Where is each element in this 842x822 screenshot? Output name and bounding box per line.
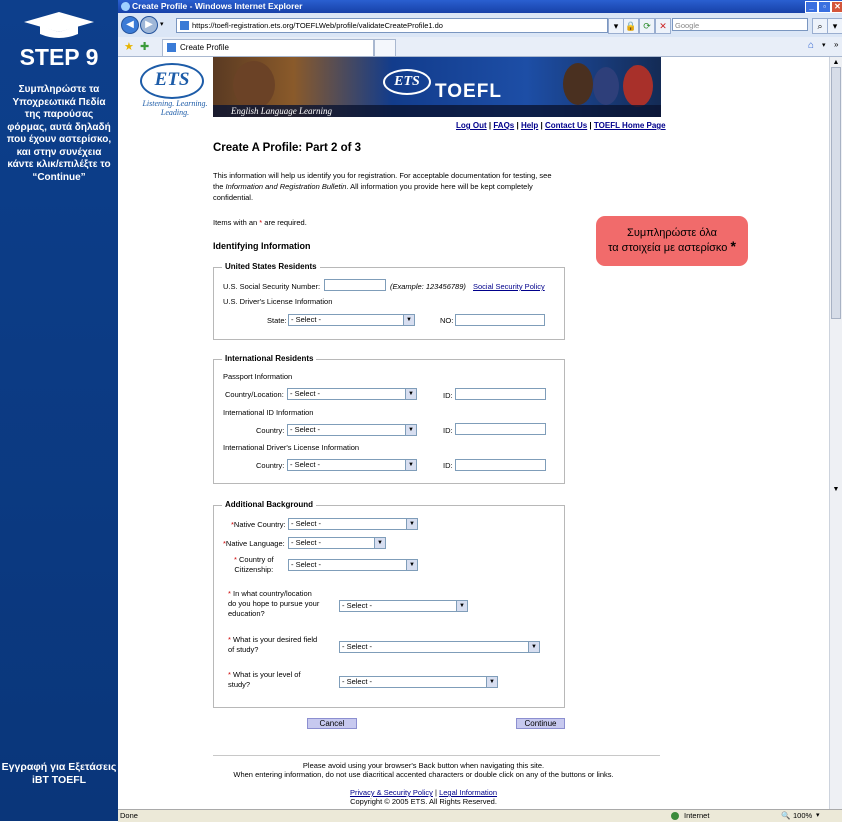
forward-button[interactable]: ▶ bbox=[140, 16, 158, 34]
ssn-input[interactable] bbox=[324, 279, 386, 291]
zoom-level[interactable]: 100% bbox=[793, 811, 813, 820]
intl-dl-country-select[interactable] bbox=[287, 459, 417, 471]
ie-icon bbox=[121, 2, 130, 11]
logout-link[interactable]: Log Out bbox=[456, 121, 487, 130]
new-tab-button[interactable] bbox=[374, 39, 396, 56]
passport-country-select[interactable] bbox=[287, 388, 417, 400]
stop-button[interactable]: ✕ bbox=[655, 18, 671, 34]
required-asterisk: * bbox=[223, 539, 226, 548]
step-title: STEP 9 bbox=[19, 44, 99, 70]
copyright: Copyright © 2005 ETS. All Rights Reserved. bbox=[350, 797, 497, 806]
tab-favicon-icon bbox=[167, 43, 176, 52]
add-favorite-icon[interactable]: ✚ bbox=[140, 41, 150, 53]
callout-line: Συμπληρώστε όλα bbox=[627, 227, 717, 239]
guide-footer: Εγγραφή για Εξετάσεις iBT TOEFL bbox=[1, 761, 117, 786]
required-asterisk: * bbox=[259, 218, 263, 227]
contact-link[interactable]: Contact Us bbox=[544, 121, 588, 130]
chevron-down-icon: ▼ bbox=[406, 519, 417, 529]
banner-ets-logo: ETS bbox=[383, 69, 431, 95]
select-value: - Select - bbox=[342, 601, 373, 610]
toefl-home-link[interactable]: TOEFL Home Page bbox=[593, 121, 666, 130]
lock-icon[interactable]: 🔒 bbox=[623, 18, 639, 34]
internet-zone-icon bbox=[671, 812, 679, 820]
callout-text: τα στοιχεία με αστερίσκο bbox=[608, 242, 728, 254]
footer-links bbox=[68, 788, 779, 797]
required-fields-callout bbox=[596, 216, 748, 266]
level-of-study-select[interactable] bbox=[339, 676, 498, 688]
passport-country-label: Country/Location: bbox=[225, 390, 284, 399]
callout-line bbox=[596, 240, 748, 255]
required-asterisk: * bbox=[228, 589, 231, 598]
chevron-down-icon: ▼ bbox=[486, 677, 497, 687]
scroll-thumb[interactable] bbox=[831, 67, 841, 319]
select-value: - Select - bbox=[291, 538, 322, 547]
tab-bar bbox=[118, 37, 842, 57]
required-note-text: are required. bbox=[262, 218, 307, 227]
section-heading: Identifying Information bbox=[213, 241, 311, 251]
scroll-up-icon[interactable]: ▲ bbox=[832, 59, 840, 66]
privacy-link[interactable]: Privacy & Security Policy bbox=[349, 788, 433, 797]
level-of-study-label bbox=[228, 670, 301, 690]
label-text: In what country/location bbox=[233, 589, 312, 598]
intro-part: the bbox=[213, 182, 226, 191]
required-note-text: Items with an bbox=[213, 218, 260, 227]
native-country-select[interactable] bbox=[288, 518, 418, 530]
chevron-down-icon: ▼ bbox=[406, 560, 417, 570]
history-dropdown-icon[interactable]: ▾ bbox=[160, 21, 164, 28]
label-text: What is your desired field bbox=[233, 635, 318, 644]
label-text: study? bbox=[228, 680, 251, 689]
footer-warning: When entering information, do not use diacritical accented characters or double click on any of the buttons or links. bbox=[233, 770, 614, 779]
guide-panel bbox=[0, 0, 118, 821]
passport-id-label: ID: bbox=[443, 391, 453, 400]
window-title: Create Profile - Windows Internet Explorer bbox=[132, 1, 303, 11]
student-photo bbox=[623, 65, 653, 107]
intl-dl-id-label: ID: bbox=[443, 461, 453, 470]
student-photo bbox=[233, 61, 275, 109]
group-legend: United States Residents bbox=[222, 262, 320, 271]
banner-subtitle: English Language Learning bbox=[213, 105, 661, 117]
intl-id-country-label: Country: bbox=[256, 426, 285, 435]
minimize-button[interactable]: _ bbox=[805, 1, 818, 13]
intro-line bbox=[213, 181, 573, 192]
zoom-dropdown-icon[interactable]: ▾ bbox=[816, 812, 820, 819]
footer-divider bbox=[213, 755, 660, 756]
required-asterisk: * bbox=[228, 635, 231, 644]
label-text: do you hope to pursue your bbox=[228, 599, 320, 608]
step-instructions: Συμπληρώστε τα Υποχρεωτικά Πεδία της παρούσας φόρμας, αυτά δηλαδή που έχουν αστερίσκο, και στην συνέχεια κάντε κλικ/επιλέξτε το “Continue” bbox=[6, 84, 112, 183]
select-value: - Select - bbox=[290, 425, 321, 434]
passport-label: Passport Information bbox=[223, 372, 293, 381]
status-text: Done bbox=[120, 811, 138, 820]
help-link[interactable]: Help bbox=[520, 121, 539, 130]
international-residents-group bbox=[213, 354, 565, 484]
select-value: - Select - bbox=[291, 315, 322, 324]
toolbar-overflow-icon[interactable]: » bbox=[834, 40, 839, 49]
pursue-country-select[interactable] bbox=[339, 600, 468, 612]
intl-id-label: International ID Information bbox=[223, 408, 314, 417]
group-legend: Additional Background bbox=[222, 500, 316, 509]
pursue-country-label bbox=[228, 589, 319, 619]
maximize-button[interactable]: ▫ bbox=[818, 1, 831, 13]
top-links: Log Out | FAQs | Help | Contact Us | TOEFL Home Page bbox=[456, 121, 666, 130]
legal-link[interactable]: Legal Information bbox=[439, 788, 498, 797]
select-value: - Select - bbox=[342, 677, 373, 686]
search-input[interactable]: Google bbox=[672, 18, 808, 31]
page-title: Create A Profile: Part 2 of 3 bbox=[213, 142, 362, 154]
scroll-down-icon[interactable]: ▼ bbox=[832, 486, 840, 493]
footer-warning: Please avoid using your browser's Back button when navigating this site. bbox=[302, 761, 545, 770]
address-toolbar bbox=[118, 13, 842, 38]
intl-dl-input[interactable] bbox=[455, 459, 546, 471]
chevron-down-icon: ▼ bbox=[528, 642, 539, 652]
label-text: Country of bbox=[239, 555, 274, 564]
window-titlebar bbox=[118, 0, 842, 13]
toefl-banner bbox=[213, 57, 661, 117]
required-note bbox=[213, 217, 573, 228]
student-photo bbox=[563, 63, 593, 105]
status-bar bbox=[118, 809, 842, 822]
address-value: https://toefl-registration.ets.org/TOEFLWeb/profile/validateCreateProfile1.do bbox=[192, 21, 443, 30]
intro-line: This information will help us identify you for registration. For acceptable documentation for testing, see bbox=[213, 171, 552, 180]
banner-toefl-logo: TOEFL bbox=[435, 81, 502, 102]
graduation-cap-icon bbox=[22, 10, 96, 40]
intl-id-input[interactable] bbox=[455, 423, 546, 435]
native-language-label bbox=[223, 539, 285, 548]
ssn-policy-link[interactable]: Social Security Policy bbox=[473, 282, 545, 291]
field-of-study-select[interactable] bbox=[339, 641, 540, 653]
intl-dl-label: International Driver's License Information bbox=[223, 443, 360, 452]
ets-tagline: Listening. Learning. Leading. bbox=[142, 99, 208, 117]
passport-id-input[interactable] bbox=[455, 388, 546, 400]
license-number-input[interactable] bbox=[455, 314, 545, 326]
link-separator: | bbox=[432, 788, 440, 797]
us-dl-label: U.S. Driver's License Information bbox=[223, 297, 333, 306]
label-text: education? bbox=[228, 609, 265, 618]
chevron-down-icon: ▼ bbox=[405, 460, 416, 470]
close-button[interactable]: ✕ bbox=[831, 1, 842, 13]
ssn-example: (Example: 123456789) bbox=[390, 282, 466, 291]
native-language-select[interactable] bbox=[288, 537, 386, 549]
bulletin-title: Information and Registration Bulletin bbox=[225, 182, 347, 191]
ets-logo[interactable]: ETS bbox=[140, 63, 204, 99]
additional-background-group bbox=[213, 500, 565, 708]
required-asterisk: * bbox=[228, 670, 231, 679]
page-favicon-icon bbox=[180, 21, 189, 30]
citizenship-label bbox=[234, 555, 274, 575]
required-asterisk: * bbox=[234, 555, 237, 564]
select-value: - Select - bbox=[291, 519, 322, 528]
label-text: of study? bbox=[228, 645, 259, 654]
label-text: Native Country: bbox=[233, 520, 286, 529]
home-icon[interactable]: ⌂ bbox=[807, 40, 815, 51]
citizenship-select[interactable] bbox=[288, 559, 418, 571]
search-options-button[interactable]: ▾ bbox=[827, 18, 842, 34]
address-input[interactable] bbox=[176, 18, 608, 33]
select-value: - Select - bbox=[290, 389, 321, 398]
select-value: - Select - bbox=[342, 642, 373, 651]
state-select[interactable] bbox=[288, 314, 415, 326]
search-icon[interactable]: ⌕ bbox=[812, 18, 828, 34]
student-photo bbox=[593, 67, 619, 105]
chevron-down-icon: ▼ bbox=[405, 389, 416, 399]
tab-label: Create Profile bbox=[180, 43, 229, 52]
group-legend: International Residents bbox=[222, 354, 316, 363]
favorites-star-icon[interactable]: ★ bbox=[124, 41, 134, 53]
chevron-down-icon: ▼ bbox=[456, 601, 467, 611]
intro-part: . All information you provide here will be kept completely bbox=[346, 182, 533, 191]
callout-asterisk: * bbox=[730, 238, 736, 254]
chevron-down-icon: ▼ bbox=[374, 538, 385, 548]
refresh-button[interactable]: ⟳ bbox=[639, 18, 655, 34]
label-text: Native Language: bbox=[225, 539, 285, 548]
ssn-label: U.S. Social Security Number: bbox=[223, 282, 321, 291]
continue-button[interactable]: Continue bbox=[516, 718, 565, 729]
address-dropdown-button[interactable]: ▾ bbox=[608, 18, 624, 34]
cancel-button[interactable]: Cancel bbox=[307, 718, 357, 729]
vertical-scrollbar[interactable] bbox=[829, 57, 842, 809]
intl-id-country-select[interactable] bbox=[287, 424, 417, 436]
home-dropdown-icon[interactable]: ▾ bbox=[822, 42, 826, 49]
intl-dl-country-label: Country: bbox=[256, 461, 285, 470]
chevron-down-icon: ▼ bbox=[403, 315, 414, 325]
chevron-down-icon: ▼ bbox=[405, 425, 416, 435]
select-value: - Select - bbox=[290, 460, 321, 469]
required-asterisk: * bbox=[231, 520, 234, 529]
us-residents-group bbox=[213, 262, 565, 340]
license-number-label: NO: bbox=[440, 316, 454, 325]
select-value: - Select - bbox=[291, 560, 322, 569]
zoom-icon[interactable]: 🔍 bbox=[781, 811, 791, 820]
label-text: What is your level of bbox=[233, 670, 301, 679]
security-zone: Internet bbox=[684, 811, 710, 820]
intro-text bbox=[213, 170, 573, 203]
label-text: Citizenship: bbox=[234, 565, 274, 574]
native-country-label bbox=[231, 520, 286, 529]
back-button[interactable]: ◀ bbox=[121, 16, 139, 34]
page-content bbox=[118, 57, 829, 809]
intro-line: confidential. bbox=[213, 193, 254, 202]
faqs-link[interactable]: FAQs bbox=[493, 121, 515, 130]
field-of-study-label bbox=[228, 635, 317, 655]
intl-id-id-label: ID: bbox=[443, 426, 453, 435]
state-label: State: bbox=[267, 316, 287, 325]
tab-create-profile[interactable] bbox=[162, 39, 374, 56]
